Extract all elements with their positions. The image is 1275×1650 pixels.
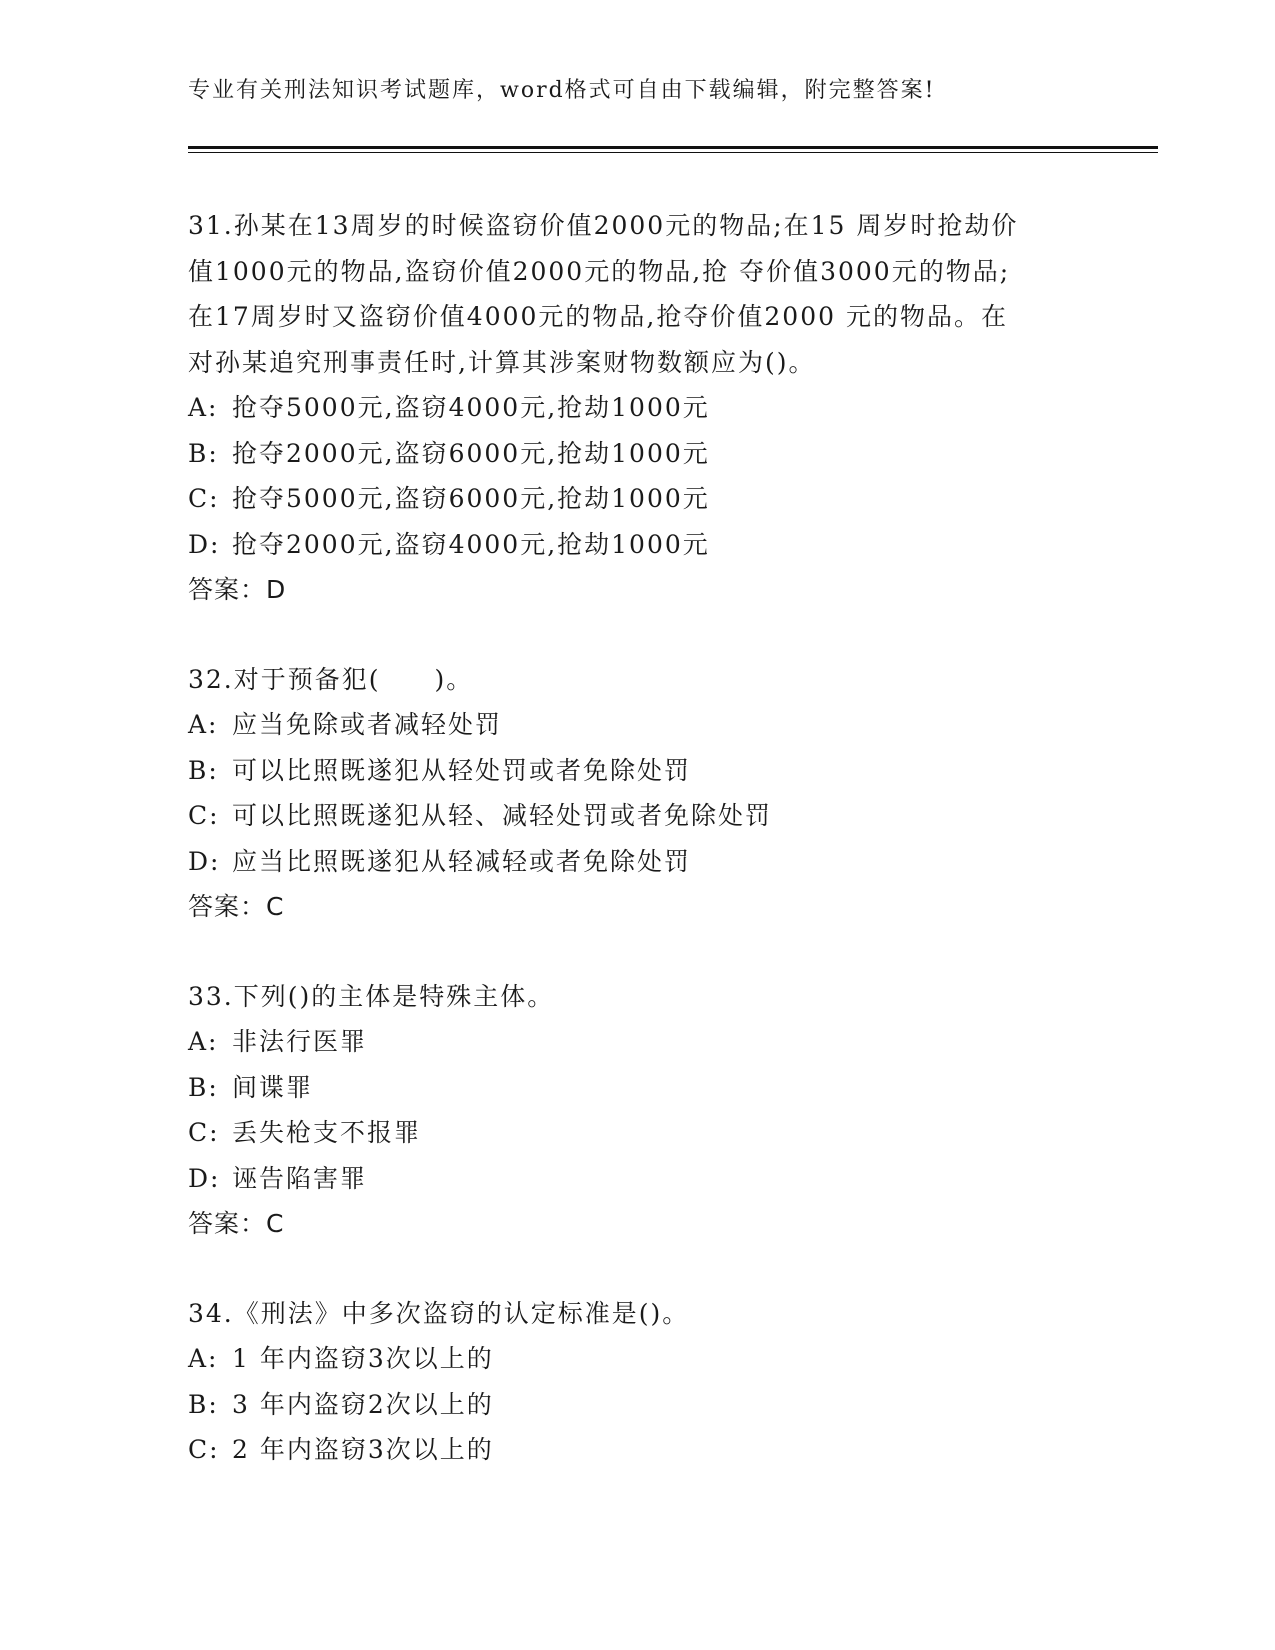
option-text: 非法行医罪	[232, 1027, 368, 1056]
option-letter: C:	[188, 1435, 220, 1464]
question-stem-line: 33.下列()的主体是特殊主体。	[188, 981, 555, 1011]
answer-label: 答案：C	[188, 1209, 285, 1238]
option-text: 抢夺5000元,盗窃4000元,抢劫1000元	[232, 393, 710, 422]
option-a	[188, 702, 1088, 748]
option-c	[188, 1110, 1088, 1156]
question-34	[188, 1291, 1088, 1473]
option-letter: B:	[188, 1072, 219, 1102]
question-list	[188, 203, 1088, 1517]
question-stem-line: 31.孙某在13周岁的时候盗窃价值2000元的物品;在15 周岁时抢劫价	[188, 211, 1019, 240]
option-text: 抢夺5000元,盗窃6000元,抢劫1000元	[232, 484, 710, 513]
question-stem-line: 在17周岁时又盗窃价值4000元的物品,抢夺价值2000 元的物品。在	[188, 302, 1008, 331]
option-c	[188, 476, 1088, 522]
option-a	[188, 1019, 1088, 1065]
option-b	[188, 1382, 1088, 1428]
question-stem-line: 34.《刑法》中多次盗窃的认定标准是()。	[188, 1298, 690, 1328]
option-text: 诬告陷害罪	[232, 1163, 368, 1193]
question-stem-line: 32.对于预备犯( )。	[188, 664, 474, 694]
question-stem-line: 值1000元的物品,盗窃价值2000元的物品,抢 夺价值3000元的物品;	[188, 256, 1011, 286]
option-d	[188, 1156, 1088, 1202]
option-text: 间谍罪	[232, 1072, 314, 1102]
option-letter: C:	[188, 801, 220, 830]
page-header: 专业有关刑法知识考试题库，word格式可自由下载编辑，附完整答案!	[188, 78, 936, 103]
option-d	[188, 839, 1088, 885]
option-letter: A:	[188, 1344, 219, 1373]
option-letter: A:	[188, 393, 219, 422]
option-text: 1 年内盗窃3次以上的	[232, 1344, 494, 1373]
option-c	[188, 793, 1088, 839]
option-text: 抢夺2000元,盗窃4000元,抢劫1000元	[232, 529, 710, 559]
option-text: 可以比照既遂犯从轻、减轻处罚或者免除处罚	[232, 801, 773, 830]
option-text: 应当比照既遂犯从轻减轻或者免除处罚	[232, 846, 692, 876]
option-letter: A:	[188, 710, 219, 739]
question-33	[188, 974, 1088, 1247]
option-letter: D:	[188, 529, 221, 559]
question-stem-line: 对孙某追究刑事责任时,计算其涉案财物数额应为()。	[188, 347, 816, 377]
option-a	[188, 385, 1088, 431]
option-c	[188, 1427, 1088, 1473]
option-letter: B:	[188, 1389, 219, 1419]
option-d	[188, 522, 1088, 568]
option-text: 抢夺2000元,盗窃6000元,抢劫1000元	[232, 438, 710, 468]
option-letter: A:	[188, 1027, 219, 1056]
option-b	[188, 1065, 1088, 1111]
answer-label: 答案：C	[188, 892, 285, 921]
answer-label: 答案：D	[188, 575, 287, 604]
option-text: 丢失枪支不报罪	[232, 1118, 422, 1147]
option-letter: B:	[188, 438, 219, 468]
header-divider-thick	[188, 146, 1158, 149]
option-letter: C:	[188, 484, 220, 513]
option-b	[188, 748, 1088, 794]
header-divider-thin	[188, 152, 1158, 153]
option-text: 应当免除或者减轻处罚	[232, 710, 503, 739]
option-text: 可以比照既遂犯从轻处罚或者免除处罚	[232, 755, 692, 785]
option-letter: C:	[188, 1118, 220, 1147]
question-32	[188, 657, 1088, 930]
option-text: 3 年内盗窃2次以上的	[232, 1389, 494, 1419]
question-31	[188, 203, 1088, 613]
option-letter: D:	[188, 1163, 221, 1193]
option-text: 2 年内盗窃3次以上的	[232, 1435, 494, 1464]
option-b	[188, 431, 1088, 477]
option-letter: D:	[188, 846, 221, 876]
option-a	[188, 1336, 1088, 1382]
option-letter: B:	[188, 755, 219, 785]
